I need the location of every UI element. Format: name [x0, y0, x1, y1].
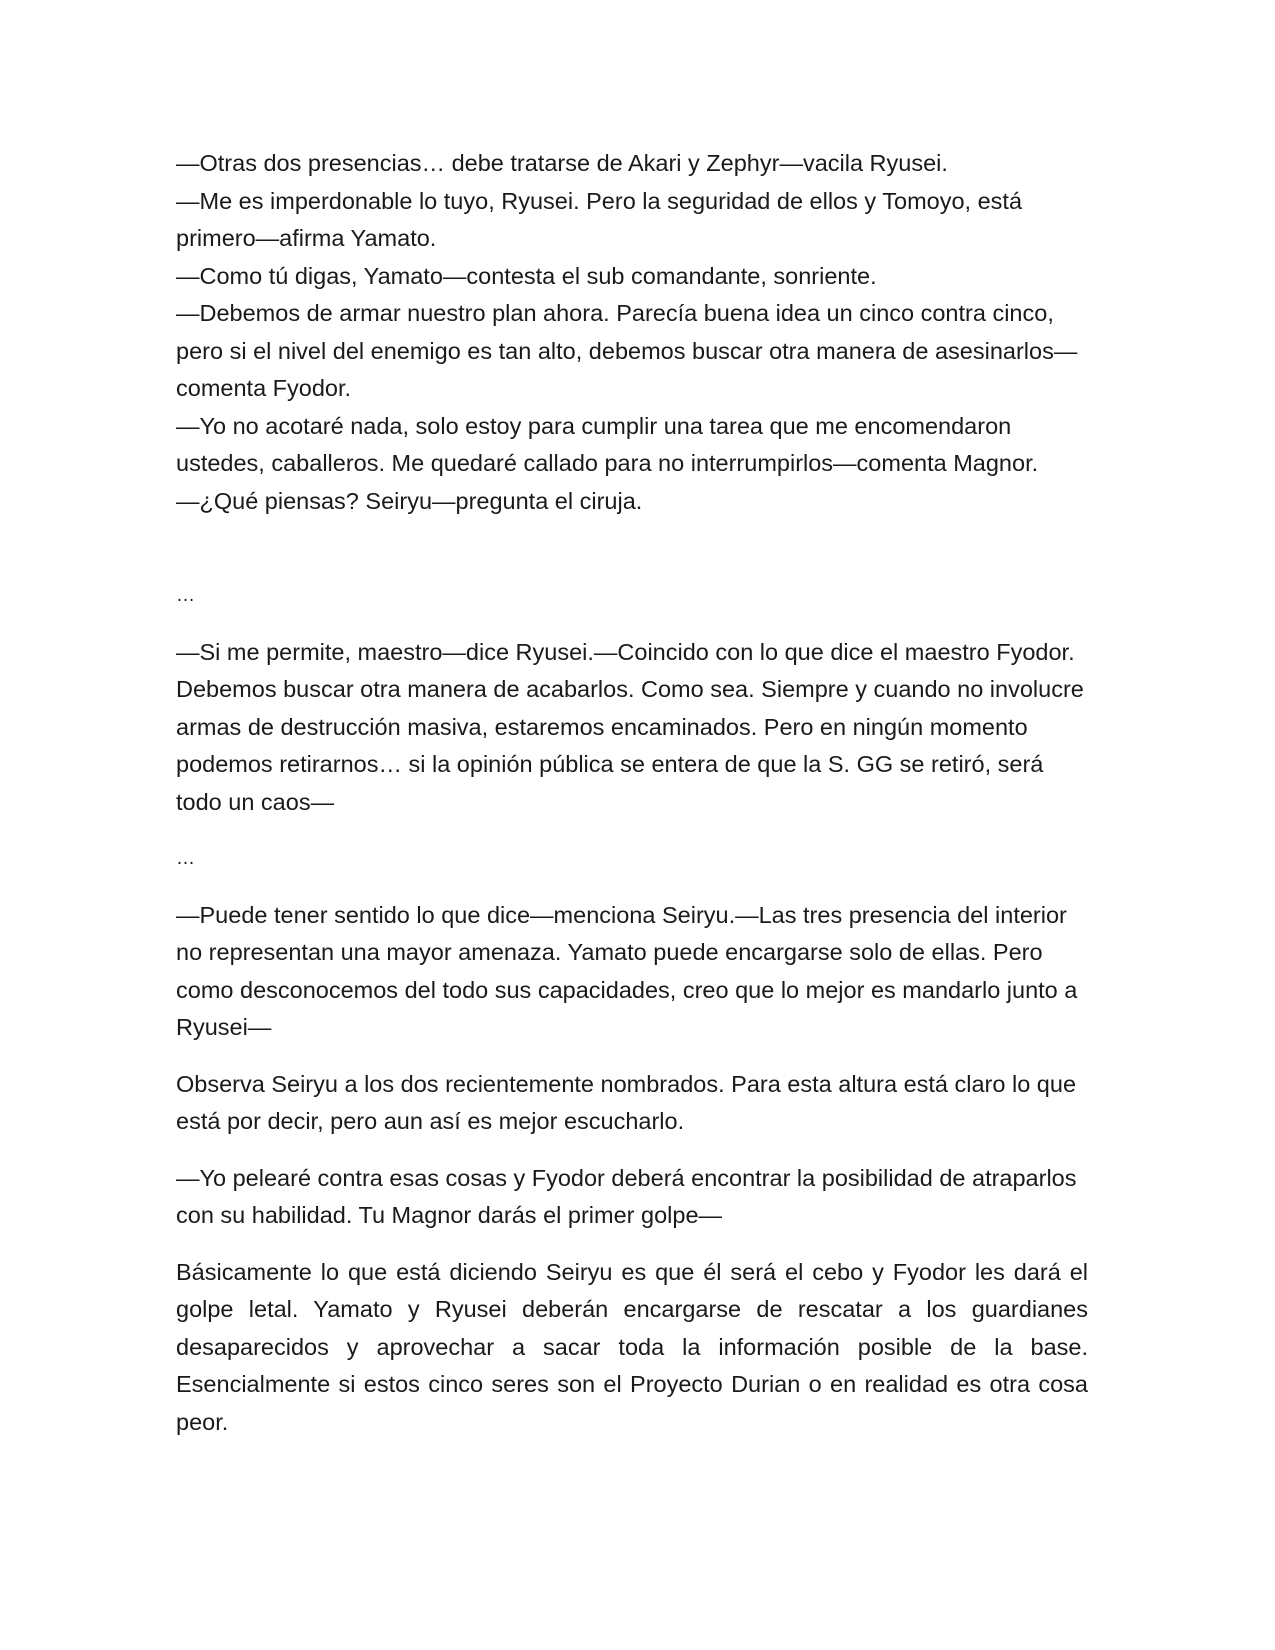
paragraph-13: Básicamente lo que está diciendo Seiryu es que él será el cebo y Fyodor les dará el golpe letal. Yamato y Ryusei deberán encargarse de rescatar a los guardianes desaparecidos y aprovechar a sacar toda la información posible de la base. Esencialmente si estos cinco seres son el Proyecto Durian o en realidad es otra cosa peor.	[176, 1258, 1088, 1435]
paragraph-2: —Me es imperdonable lo tuyo, Ryusei. Pero la seguridad de ellos y Tomoyo, está primero—afirma Yamato.	[176, 187, 1023, 251]
paragraph-6: —¿Qué piensas? Seiryu—pregunta el ciruja.	[176, 487, 643, 514]
paragraph-11: Observa Seiryu a los dos recientemente nombrados. Para esta altura está claro lo que está por decir, pero aun así es mejor escucharlo.	[176, 1070, 1077, 1134]
document-page	[176, 145, 1088, 1441]
paragraph-12: —Yo pelearé contra esas cosas y Fyodor deberá encontrar la posibilidad de atraparlos con su habilidad. Tu Magnor darás el primer golpe—	[176, 1164, 1077, 1228]
scene-break-ellipsis: …	[176, 848, 195, 869]
paragraph-1: —Otras dos presencias… debe tratarse de Akari y Zephyr—vacila Ryusei.	[176, 150, 948, 176]
scene-break-ellipsis: …	[176, 585, 195, 606]
paragraph-8: —Si me permite, maestro—dice Ryusei.—Coincido con lo que dice el maestro Fyodor. Debemos buscar otra manera de acabarlos. Como sea. Siempre y cuando no involucre armas de destrucción masiva, estaremos encaminados. Pero en ningún momento podemos retirarnos… si la opinión pública se entera de que la S. GG se retiró, será todo un caos—	[176, 638, 1084, 815]
paragraph-10: —Puede tener sentido lo que dice—menciona Seiryu.—Las tres presencia del interior no representan una mayor amenaza. Yamato puede encargarse solo de ellas. Pero como desconocemos del todo sus capacidades, creo que lo mejor es mandarlo junto a Ryusei—	[176, 901, 1078, 1040]
paragraph-3: —Como tú digas, Yamato—contesta el sub comandante, sonriente.	[176, 262, 877, 289]
paragraph-4: —Debemos de armar nuestro plan ahora. Parecía buena idea un cinco contra cinco, pero si el nivel del enemigo es tan alto, debemos buscar otra manera de asesinarlos—comenta Fyodor.	[176, 300, 1078, 401]
paragraph-5: —Yo no acotaré nada, solo estoy para cumplir una tarea que me encomendaron ustedes, caballeros. Me quedaré callado para no interrumpirlos—comenta Magnor.	[176, 412, 1039, 476]
